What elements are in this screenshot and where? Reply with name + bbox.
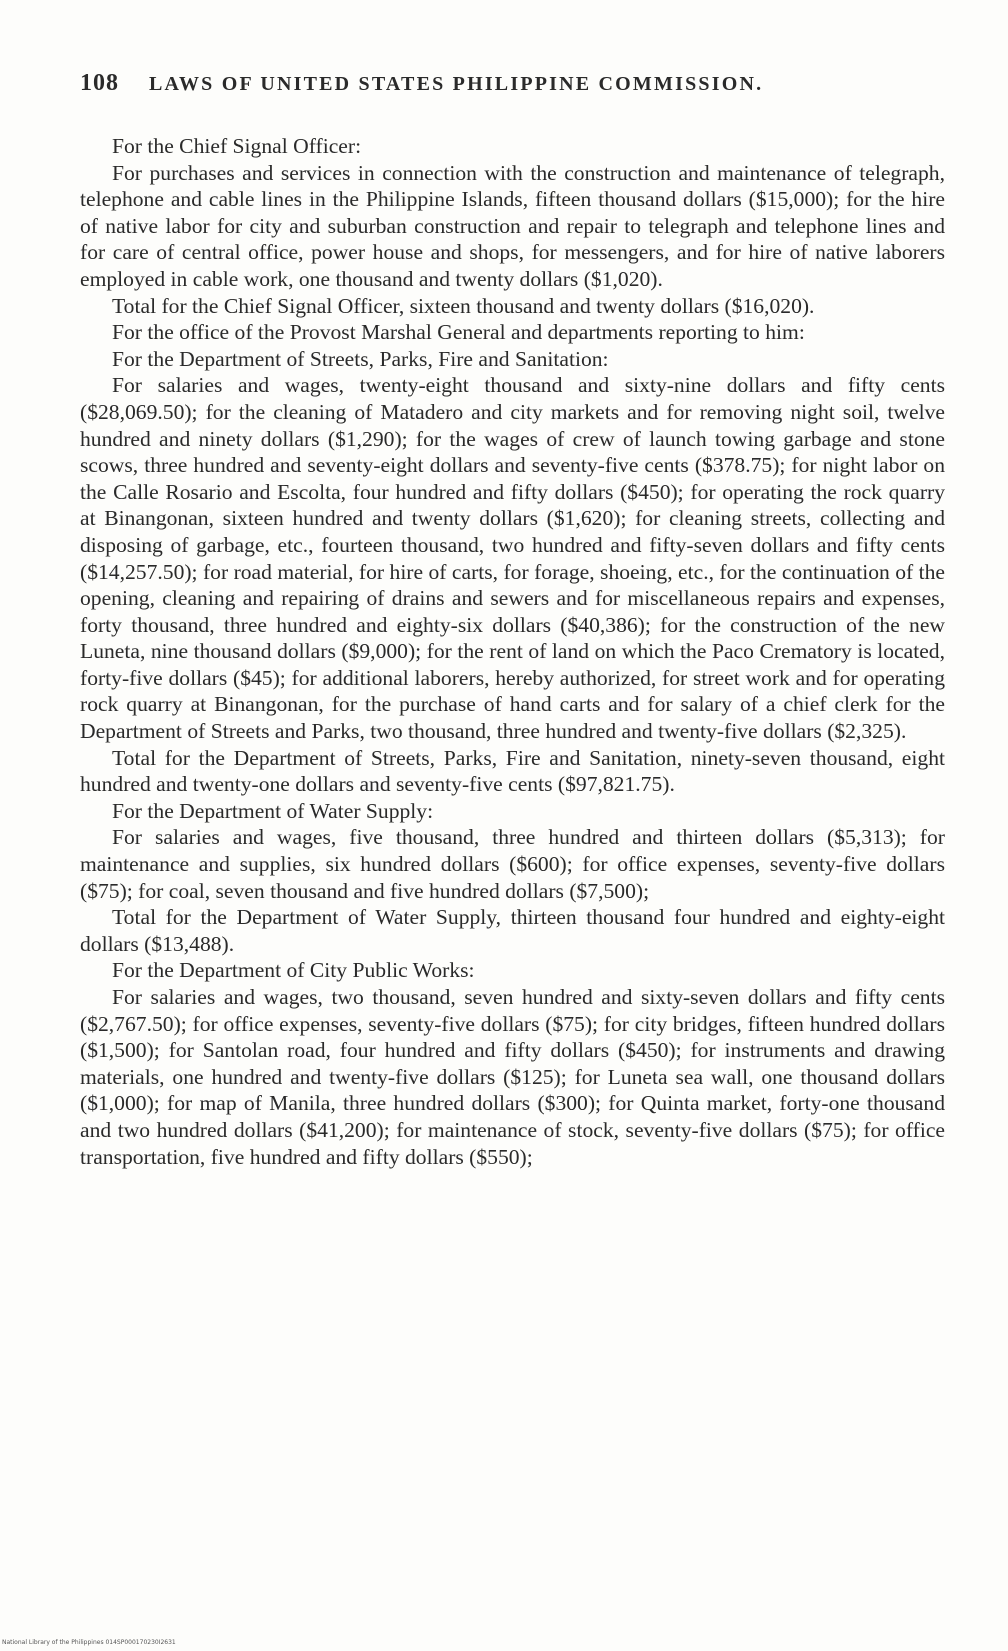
section-heading: For the Department of Water Supply: [112, 798, 434, 823]
body-paragraph: For salaries and wages, two thousand, seven hundred and sixty-seven dollars and fifty cents ($2,767.50); for office expenses, seventy-five dollars ($75); for city bridges, fifteen hundred dollars ($1,500); for Santolan road, four hundred and fifty dollars ($450); for instruments and drawing materials, one hundred and twenty-five dollars ($125); for Luneta sea wall, one thousand dollars ($1,000); for map of Manila, three hundred dollars ($300); for Quinta market, forty-one thousand and two hundred dollars ($41,200); for maintenance of stock, seventy-five dollars ($75); for office transportation, five hundred and fifty dollars ($550); [80, 985, 945, 1169]
total-paragraph: Total for the Chief Signal Officer, sixteen thousand and twenty dollars ($16,020). [112, 293, 815, 318]
section-heading: For the Chief Signal Officer: [112, 134, 362, 158]
body-paragraph: For salaries and wages, twenty-eight thousand and sixty-nine dollars and fifty cents ($28,069.50); for the cleaning of Matadero and city markets and for removing night soil, twelve hundred and ninety dollars ($1,290); for the wages of crew of launch towing garbage and stone scows, three hundred and seventy-eight dollars and seventy-five cents ($378.75); for night labor on the Calle Rosario and Escolta, four hundred and fifty dollars ($450); for operating the rock quarry at Binangonan, sixteen hundred and twenty dollars ($1,620); for cleaning streets, collecting and disposing of garbage, etc., fourteen thousand, two hundred and fifty-seven dollars and fifty cents ($14,257.50); for road material, for hire of carts, for forage, shoeing, etc., for the continuation of the opening, cleaning and repairing of drains and sewers and for miscellaneous repairs and expenses, forty thousand, three hundred and eighty-six dollars ($40,386); for the construction of the new Luneta, nine thousand dollars ($9,000); for the rent of land on which the Paco Crematory is located, forty-five dollars ($45); for additional laborers, hereby authorized, for street work and for operating rock quarry at Binangonan, for the purchase of hand carts and for salary of a chief clerk for the Department of Streets and Parks, two thousand, three hundred and twenty-five dollars ($2,325). [80, 373, 945, 744]
running-title: LAWS OF UNITED STATES PHILIPPINE COMMISSION. [149, 73, 764, 95]
section-heading: For the office of the Provost Marshal General and departments reporting to him: [112, 320, 805, 345]
body-paragraph: For purchases and services in connection with the construction and maintenance of telegraph, telephone and cable lines in the Philippine Islands, fifteen thousand dollars ($15,000); for the hire of native labor for city and suburban construction and repair to telegraph and telephone lines and for care of central office, power house and shops, for messengers, and for hire of native laborers employed in cable work, one thousand and twenty dollars ($1,020). [80, 160, 945, 291]
total-paragraph: Total for the Department of Water Supply, thirteen thousand four hundred and eighty-eight dollars ($13,488). [80, 905, 945, 956]
section-heading: For the Department of Streets, Parks, Fire and Sanitation: [112, 346, 609, 371]
section-heading: For the Department of City Public Works: [112, 958, 475, 983]
page-number: 108 [80, 70, 119, 96]
body-paragraph: For salaries and wages, five thousand, three hundred and thirteen dollars ($5,313); for maintenance and supplies, six hundred dollars ($600); for office expenses, seventy-five dollars ($75); for coal, seven thousand and five hundred dollars ($7,500); [80, 825, 945, 903]
total-paragraph: Total for the Department of Streets, Parks, Fire and Sanitation, ninety-seven thousand, eight hundred and twenty-one dollars and seventy-five cents ($97,821.75). [80, 745, 945, 797]
page-header [80, 70, 945, 97]
document-page [80, 70, 945, 1610]
scan-footer: National Library of the Philippines 014SP000170230I2631 [2, 1639, 176, 1646]
